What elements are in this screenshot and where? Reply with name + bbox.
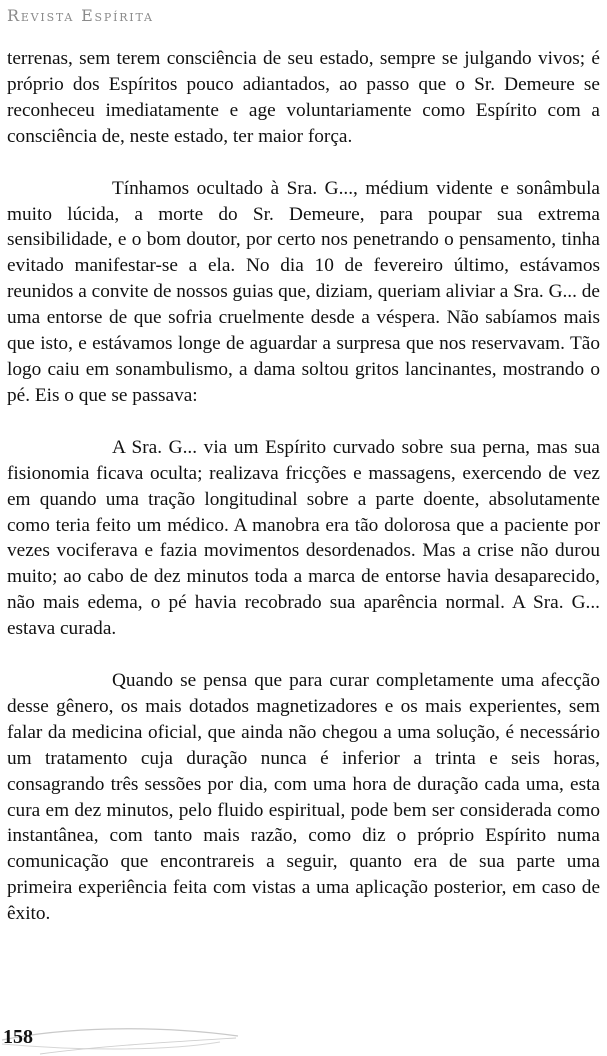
paragraph: A Sra. G... via um Espírito curvado sobre sua perna, mas sua fisionomia ficava oculta; realizava fricções e massagens, exercendo de vez em quando uma tração longitudinal sobre a parte doente, absolutamente como teria feito um médico. A manobra era tão dolorosa que a paciente por vezes vociferava e fazia movimentos desordenados. Mas a crise não durou muito; ao cabo de dez minutos toda a marca de entorse havia desaparecido, não mais edema, o pé havia recobrado sua aparência normal. A Sra. G... estava curada.: [7, 436, 600, 640]
paragraph: Quando se pensa que para curar completamente uma afecção desse gênero, os mais dotados magnetizadores e os mais experientes, sem falar da medicina oficial, que ainda não chegou a uma solução, é necessário um tratamento cuja duração nunca é inferior a trinta e seis horas, consagrando três sessões por dia, com uma hora de duração cada uma, esta cura em dez minutos, pelo fluido espiritual, pode bem ser considerada como instantânea, com tanto mais razão, como diz o próprio Espírito numa comunicação que encontrareis a seguir, quanto era de sua parte uma primeira experiência feita com vistas a uma aplicação posterior, em caso de êxito.: [7, 670, 600, 925]
page-number: 158: [3, 1026, 33, 1048]
running-header: Revista Espírita: [7, 6, 154, 25]
paragraph-continuation: terrenas, sem terem consciência de seu estado, sempre se julgando vivos; é próprio dos Espíritos pouco adiantados, ao passo que o Sr. Demeure se reconheceu imediatamente e age voluntariamente como Espírito com a consciência de, neste estado, ter maior força.: [7, 48, 600, 147]
decorative-swoosh: [0, 1020, 240, 1056]
paragraph: Tínhamos ocultado à Sra. G..., médium vidente e sonâmbula muito lúcida, a morte do Sr. Demeure, para poupar sua extrema sensibilidade, e o bom doutor, por certo nos penetrando o pensamento, tinha evitado manifestar-se a ela. No dia 10 de fevereiro último, estávamos reunidos a convite de nossos guias que, diziam, queriam aliviar a Sra. G... de uma entorse de que sofria cruelmente desde a véspera. Não sabíamos mais que isto, e estávamos longe de aguardar a surpresa que nos reservavam. Tão logo caiu em sonambulismo, a dama soltou gritos lancinantes, mostrando o pé. Eis o que se passava:: [7, 177, 600, 406]
body-text: [7, 46, 600, 953]
